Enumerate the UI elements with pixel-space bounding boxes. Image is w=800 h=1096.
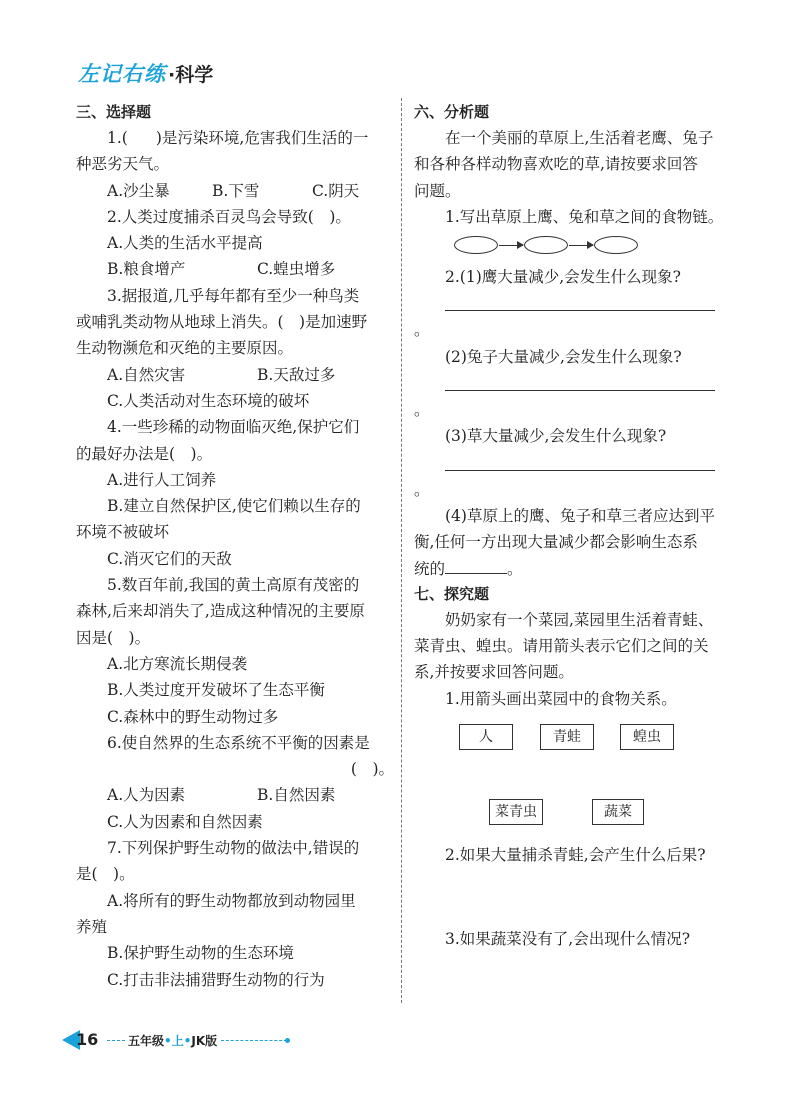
fill-blank[interactable] (445, 557, 507, 574)
q4-option-b: B.建立自然保护区,使它们赖以生存的 (107, 497, 361, 516)
answer-line-3: 。 (414, 450, 726, 503)
analysis-q2-4a: (4)草原上的鹰、兔子和草三者应达到平 (445, 506, 715, 525)
section-7-heading: 七、探究题 (414, 584, 490, 603)
q6-stem-2: ( )。 (350, 760, 394, 779)
analysis-q2-4b: 衡,任何一方出现大量减少都会影响生态系 (414, 533, 698, 552)
q2-options-bc (76, 256, 394, 282)
box-cabbage-worm: 菜青虫 (489, 799, 543, 825)
q3-stem-3: 生动物濒危和灭绝的主要原因。 (76, 339, 294, 358)
left-column (76, 100, 394, 993)
analysis-intro-1: 在一个美丽的草原上,生活着老鹰、兔子 (445, 129, 714, 147)
q5-option-a: A.北方寒流长期侵袭 (107, 654, 248, 673)
answer-blank-3[interactable] (445, 450, 715, 471)
inquiry-q1: 1.用箭头画出菜园中的食物关系。 (445, 689, 677, 708)
q1-options (76, 178, 394, 204)
right-column (414, 100, 726, 953)
q4-option-b-cont: 环境不被破坏 (76, 523, 170, 542)
inquiry-intro-1: 奶奶家有一个菜园,菜园里生活着青蛙、 (445, 610, 714, 629)
q7-option-c: C.打击非法捕猎野生动物的行为 (107, 970, 325, 989)
box-locust: 蝗虫 (620, 724, 674, 750)
section-3-heading: 三、选择题 (76, 103, 152, 121)
box-vegetables: 蔬菜 (592, 799, 644, 825)
q2-option-a: A.人类的生活水平提高 (107, 234, 263, 253)
q6-options-ab (76, 782, 394, 808)
answer-blank-2[interactable] (445, 370, 715, 391)
q7-option-b: B.保护野生动物的生态环境 (107, 944, 294, 963)
inquiry-intro-2: 菜青虫、蝗虫。请用箭头表示它们之间的关 (414, 637, 709, 656)
box-person: 人 (459, 724, 513, 750)
footer-divider-right (221, 1040, 287, 1041)
food-relation-diagram (414, 712, 726, 852)
q1-stem: 1.( )是污染环境,危害我们生活的一 (107, 129, 369, 147)
q5-stem-3: 因是( )。 (76, 628, 151, 647)
q7-option-a-cont: 养殖 (76, 917, 108, 936)
q6-option-c: C.人为因素和自然因素 (107, 812, 263, 831)
inquiry-q2-answer-space[interactable] (414, 868, 726, 926)
answer-line-2: 。 (414, 370, 726, 423)
inquiry-intro-3: 系,并按要求回答问题。 (414, 663, 574, 682)
q6-option-a: A.人为因素 (107, 786, 186, 805)
page-footer (62, 1028, 287, 1052)
food-chain-blank-3[interactable] (594, 236, 638, 254)
analysis-intro-2: 和各种各样动物喜欢吃的草,请按要求回答 (414, 155, 698, 174)
inquiry-q3: 3.如果蔬菜没有了,会出现什么情况? (445, 930, 691, 949)
q1-stem-cont: 种恶劣天气。 (76, 155, 170, 174)
analysis-q2-3: (3)草大量减少,会发生什么现象? (445, 427, 667, 446)
inquiry-q2: 2.如果大量捕杀青蛙,会产生什么后果? (445, 846, 706, 865)
q3-options-ab (76, 362, 394, 388)
q7-option-a: A.将所有的野生动物都放到动物园里 (107, 891, 356, 910)
answer-line-1: 。 (414, 290, 726, 343)
food-chain-blank-1[interactable] (454, 236, 498, 254)
page-number: 16 (76, 1030, 99, 1049)
q6-option-b: B.自然因素 (257, 786, 336, 805)
footer-divider (107, 1040, 125, 1041)
q3-option-c: C.人类活动对生态环境的破坏 (107, 391, 310, 410)
q5-stem-2: 森林,后来却消失了,造成这种情况的主要原 (76, 602, 365, 621)
analysis-q2-1: 2.(1)鹰大量减少,会发生什么现象? (445, 268, 681, 287)
arrow-icon (499, 245, 523, 246)
q4-stem-2: 的最好办法是( )。 (76, 444, 213, 463)
q7-stem-1: 7.下列保护野生动物的做法中,错误的 (107, 839, 360, 858)
q6-stem-1: 6.使自然界的生态系统不平衡的因素是 (107, 733, 370, 752)
box-frog: 青蛙 (540, 724, 594, 750)
q2-option-c: C.蝗虫增多 (257, 260, 336, 279)
q5-stem-1: 5.数百年前,我国的黄土高原有茂密的 (107, 576, 360, 595)
food-chain-diagram (454, 234, 726, 256)
q3-stem-1: 3.据报道,几乎每年都有至少一种鸟类 (107, 286, 360, 305)
brand-title: 左记右练 (78, 62, 166, 86)
section-6-heading: 六、分析题 (414, 103, 490, 121)
q4-option-c: C.消灭它们的天敌 (107, 549, 232, 568)
subject-title: ·科学 (168, 63, 214, 86)
q3-option-b: B.天敌过多 (257, 365, 336, 384)
analysis-q2-4c: 统的 。 (414, 556, 726, 582)
q1-option-c: C.阴天 (312, 181, 360, 200)
column-divider (401, 98, 402, 1003)
analysis-intro-3: 问题。 (414, 181, 461, 200)
arrow-icon (569, 245, 593, 246)
q3-stem-2: 或哺乳类动物从地球上消失。( )是加速野 (76, 313, 368, 332)
food-chain-blank-2[interactable] (524, 236, 568, 254)
q1-option-a: A.沙尘暴 (107, 181, 170, 200)
grade-label: 五年级•上•JK版 (128, 1033, 218, 1048)
analysis-q2-2: (2)兔子大量减少,会发生什么现象? (445, 347, 682, 366)
page-header (78, 58, 213, 88)
q1-option-b: B.下雪 (212, 181, 260, 200)
page-number-badge (62, 1028, 104, 1052)
q3-option-a: A.自然灾害 (107, 365, 186, 384)
q4-stem-1: 4.一些珍稀的动物面临灭绝,保护它们 (107, 418, 360, 437)
q2-option-b: B.粮食增产 (107, 260, 186, 279)
q5-option-c: C.森林中的野生动物过多 (107, 707, 279, 726)
q5-option-b: B.人类过度开发破坏了生态平衡 (107, 681, 325, 700)
q4-option-a: A.进行人工饲养 (107, 470, 217, 489)
analysis-q1: 1.写出草原上鹰、兔和草之间的食物链。 (445, 207, 724, 226)
answer-blank-1[interactable] (445, 290, 715, 311)
q2-stem: 2.人类过度捕杀百灵鸟会导致( )。 (107, 207, 351, 226)
q7-stem-2: 是( )。 (76, 865, 135, 884)
